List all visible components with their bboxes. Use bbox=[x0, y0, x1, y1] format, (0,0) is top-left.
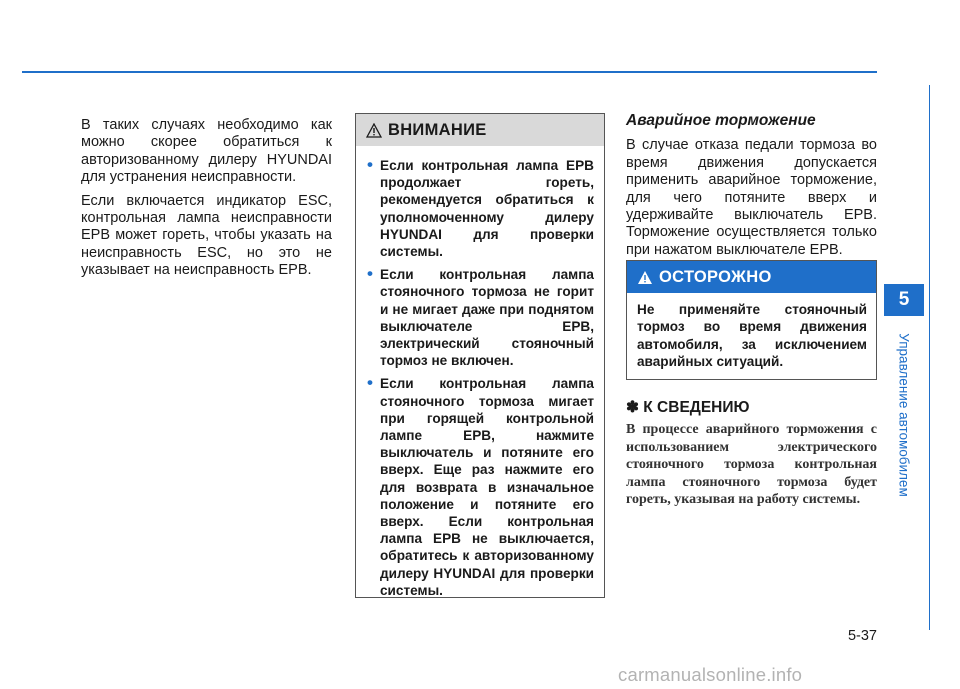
info-text: В процессе аварийного торможения с использованием электрического стояночного тормоза контрольная лампа стояночного тормоза будет гореть, указывая на работу системы. bbox=[626, 422, 877, 508]
paragraph: Если включается индикатор ESC, контрольная лампа неисправности EPB может гореть, чтобы указать на неисправность ESC, но это не указывает на неисправность EPB. bbox=[81, 192, 332, 279]
warning-header bbox=[356, 114, 604, 146]
list-item: • Если контрольная лампа стояночного тормоза не горит и не мигает даже при поднятом выключателе EPB, электрический стояночный тормоз не включен. bbox=[380, 266, 594, 369]
info-title: ✽ К СВЕДЕНИЮ bbox=[626, 399, 750, 416]
warning-box bbox=[355, 113, 605, 598]
side-rule bbox=[929, 85, 930, 630]
warning-triangle-icon bbox=[637, 270, 653, 285]
paragraph: В таких случаях необходимо как можно скорее обратиться к авторизованному дилеру HYUNDAI для устранения неисправности. bbox=[81, 117, 332, 186]
warning-list bbox=[356, 146, 604, 599]
watermark: carmanualsonline.info bbox=[618, 664, 803, 685]
page-number: 5-37 bbox=[847, 628, 877, 644]
chapter-label: Управление автомобилем bbox=[896, 333, 912, 497]
column-left bbox=[81, 117, 332, 286]
caution-header bbox=[627, 261, 876, 293]
top-rule bbox=[22, 71, 877, 73]
caution-text: Не применяйте стояночный тормоз во время движения автомобиля, за исключением аварийных ситуаций. bbox=[637, 302, 867, 370]
warning-triangle-icon bbox=[366, 123, 382, 138]
warning-title: ВНИМАНИЕ bbox=[388, 120, 487, 139]
list-item: • Если контрольная лампа стояночного тормоза мигает при горящей контрольной лампе EPB, нажмите выключатель и потяните его вверх. Еще раз нажмите его для возврата в изначальное положение и потяните его вверх. Если контрольная лампа EPB не выключается, обратитесь к авторизованному дилеру HYUNDAI для проверки системы. bbox=[380, 375, 594, 599]
chapter-tab: 5 bbox=[884, 284, 924, 316]
column-right bbox=[626, 112, 877, 265]
paragraph: В случае отказа педали тормоза во время движения допускается применить аварийное торможение, для чего потяните вверх и удерживайте выключатель EPB. Торможение осуществляется только при нажатом выключателе EPB. bbox=[626, 137, 877, 258]
list-item: • Если контрольная лампа EPB продолжает гореть, рекомендуется обратиться к уполномоченному дилеру HYUNDAI для проверки системы. bbox=[380, 157, 594, 260]
caution-title: ОСТОРОЖНО bbox=[659, 267, 772, 286]
caution-box bbox=[626, 260, 877, 380]
section-title: Аварийное торможение bbox=[626, 112, 816, 129]
